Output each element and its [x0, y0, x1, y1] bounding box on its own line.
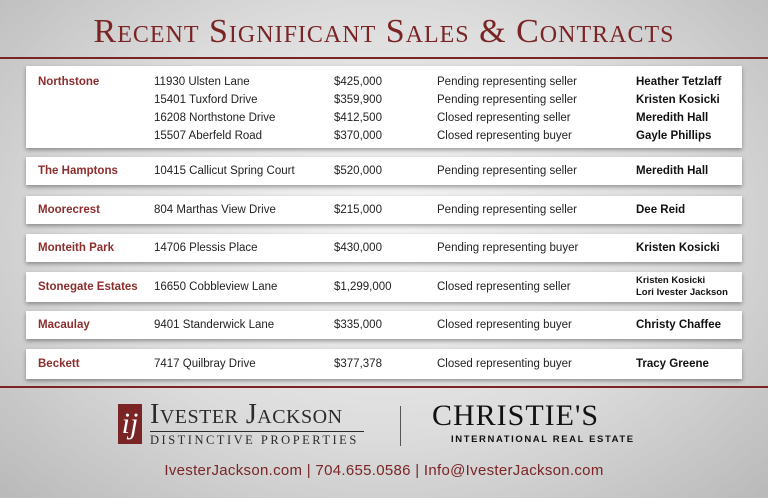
- community-card-monteith-park: [26, 234, 742, 262]
- listing-row: [26, 278, 742, 296]
- listing-address: 11930 Ulsten Lane: [154, 76, 250, 88]
- ivester-jackson-tagline: DISTINCTIVE PROPERTIES: [150, 433, 359, 447]
- community-card-the-hamptons: [26, 157, 742, 185]
- listing-status: Pending representing buyer: [437, 242, 579, 254]
- listing-agent: Tracy Greene: [636, 358, 709, 370]
- community-name: Northstone: [38, 76, 100, 88]
- listing-status: Closed representing buyer: [437, 130, 572, 142]
- community-name: The Hamptons: [38, 165, 118, 177]
- listing-address: 14706 Plessis Place: [154, 242, 258, 254]
- listing-agent: Kristen Kosicki: [636, 242, 720, 254]
- listing-status: Pending representing seller: [437, 94, 578, 106]
- listing-row: [26, 73, 742, 91]
- listing-address: 15401 Tuxford Drive: [154, 94, 258, 106]
- listing-address: 16650 Cobbleview Lane: [154, 281, 278, 293]
- listing-agent: Meredith Hall: [636, 165, 709, 177]
- listing-row: [26, 316, 742, 334]
- listing-agent: Gayle Phillips: [636, 130, 712, 142]
- listing-row: [26, 239, 742, 257]
- listing-row: [26, 162, 742, 180]
- listing-row: [26, 355, 742, 373]
- community-name: Stonegate Estates: [38, 281, 138, 293]
- listing-price: $425,000: [334, 76, 382, 88]
- listing-address: 10415 Callicut Spring Court: [154, 165, 295, 177]
- listing-agent: Heather Tetzlaff: [636, 76, 722, 88]
- listing-price: $1,299,000: [334, 281, 392, 293]
- ivester-jackson-logo-icon: ij: [118, 404, 142, 444]
- contact-line: IvesterJackson.com | 704.655.0586 | Info@IvesterJackson.com: [164, 462, 604, 479]
- ivester-jackson-logo: Ivester Jackson: [150, 399, 343, 430]
- listing-status: Closed representing seller: [437, 281, 571, 293]
- listing-address: 9401 Standerwick Lane: [154, 319, 275, 331]
- community-card-moorecrest: [26, 196, 742, 224]
- community-card-northstone: [26, 66, 742, 148]
- listing-row: [26, 91, 742, 109]
- community-name: Moorecrest: [38, 204, 100, 216]
- listing-row: [26, 127, 742, 145]
- community-name: Beckett: [38, 358, 80, 370]
- listing-price: $359,900: [334, 94, 382, 106]
- christies-tagline: INTERNATIONAL REAL ESTATE: [451, 434, 635, 445]
- listing-agent: Dee Reid: [636, 204, 686, 216]
- listing-price: $412,500: [334, 112, 382, 124]
- listing-status: Pending representing seller: [437, 76, 578, 88]
- community-name: Monteith Park: [38, 242, 115, 254]
- listing-address: 16208 Northstone Drive: [154, 112, 276, 124]
- listing-agent: Lori Ivester Jackson: [636, 287, 728, 298]
- listing-price: $430,000: [334, 242, 382, 254]
- listing-status: Closed representing buyer: [437, 358, 572, 370]
- listing-price: $335,000: [334, 319, 382, 331]
- christies-logo: CHRISTIE'S: [432, 399, 600, 432]
- listing-status: Closed representing buyer: [437, 319, 572, 331]
- listing-row: [26, 201, 742, 219]
- logo-divider: [400, 406, 401, 446]
- community-card-beckett: [26, 349, 742, 379]
- listing-price: $377,378: [334, 358, 382, 370]
- listing-agent: Kristen Kosicki: [636, 275, 706, 286]
- listing-address: 7417 Quilbray Drive: [154, 358, 256, 370]
- listing-status: Pending representing seller: [437, 165, 578, 177]
- listing-address: 15507 Aberfeld Road: [154, 130, 263, 142]
- listing-status: Pending representing seller: [437, 204, 578, 216]
- community-card-macaulay: [26, 311, 742, 339]
- community-card-stonegate-estates: [26, 272, 742, 302]
- listing-price: $215,000: [334, 204, 382, 216]
- logo-underline: [150, 431, 364, 432]
- listing-row: [26, 109, 742, 127]
- listing-price: $520,000: [334, 165, 382, 177]
- page-title: Recent Significant Sales & Contracts: [93, 13, 675, 50]
- top-divider: [0, 57, 768, 59]
- listing-agent: Meredith Hall: [636, 112, 709, 124]
- listing-address: 804 Marthas View Drive: [154, 204, 276, 216]
- listing-agent: Kristen Kosicki: [636, 94, 720, 106]
- community-name: Macaulay: [38, 319, 90, 331]
- listing-agent: Christy Chaffee: [636, 319, 721, 331]
- listing-price: $370,000: [334, 130, 382, 142]
- listing-status: Closed representing seller: [437, 112, 571, 124]
- bottom-divider: [0, 386, 768, 388]
